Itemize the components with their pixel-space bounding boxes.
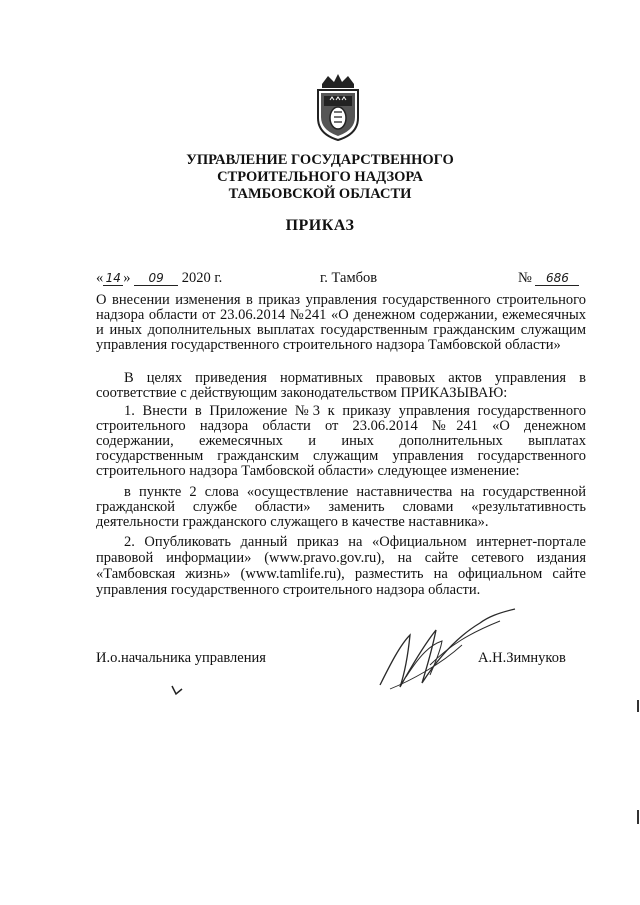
signatory-name: А.Н.Зимнуков	[478, 650, 566, 666]
subject-line: О внесении изменения в приказ управления государственного строительного	[96, 292, 586, 308]
date-day: 14	[103, 272, 123, 286]
document-date	[96, 270, 222, 287]
number-sign: №	[518, 270, 532, 286]
subject-line: и иных дополнительных выплатах государственным гражданским служащим	[96, 322, 586, 338]
body-line: содержании, ежемесячных и иных дополнительных выплатах	[96, 433, 586, 449]
body-line: государственным гражданским служащим управления государственного	[96, 448, 586, 464]
body-line: строительного надзора Тамбовской области» следующее изменение:	[96, 463, 520, 479]
date-month: 09	[134, 272, 178, 286]
body-line: 2. Опубликовать данный приказ на «Официальном интернет-портале	[124, 534, 586, 550]
number-value: 686	[535, 272, 579, 286]
body-line: соответствие с действующим законодательством ПРИКАЗЫВАЮ:	[96, 385, 508, 401]
check-mark-icon	[170, 683, 184, 697]
body-line: правовой информации» (www.pravo.gov.ru), на сайте сетевого издания	[96, 550, 586, 566]
date-open-quote: «	[96, 270, 104, 286]
date-close-quote: »	[123, 270, 131, 286]
subject-line: управления государственного строительного надзора Тамбовской области»	[96, 337, 561, 353]
body-line: В целях приведения нормативных правовых актов управления в	[124, 370, 586, 386]
document-city: г. Тамбов	[320, 270, 378, 286]
org-name-line-1: УПРАВЛЕНИЕ ГОСУДАРСТВЕННОГО	[186, 152, 454, 168]
body-line: строительного надзора области от 23.06.2014 №241 «О денежном	[96, 418, 586, 434]
page-edge-mark	[634, 700, 640, 880]
body-line: гражданской службе области» заменить словами «результативность	[96, 499, 586, 515]
org-name-line-3: ТАМБОВСКОЙ ОБЛАСТИ	[228, 186, 412, 202]
body-line: «Тамбовская жизнь» (www.tamlife.ru), разместить на официальном сайте	[96, 566, 586, 582]
document-type-title: ПРИКАЗ	[285, 217, 355, 234]
coat-of-arms-icon	[312, 72, 364, 142]
body-line: в пункте 2 слова «осуществление наставничества на государственной	[124, 484, 586, 500]
body-line: деятельности гражданского служащего в качестве наставника».	[96, 514, 489, 530]
date-year: 2020 г.	[181, 270, 223, 286]
subject-line: надзора области от 23.06.2014 №241 «О денежном содержании, ежемесячных	[96, 307, 586, 323]
body-line: управления государственного строительного надзора области.	[96, 582, 481, 598]
org-name-line-2: СТРОИТЕЛЬНОГО НАДЗОРА	[217, 169, 423, 185]
document-number	[518, 270, 579, 287]
signatory-position: И.о.начальника управления	[96, 650, 266, 666]
body-line: 1. Внести в Приложение №3 к приказу управления государственного	[124, 403, 586, 419]
